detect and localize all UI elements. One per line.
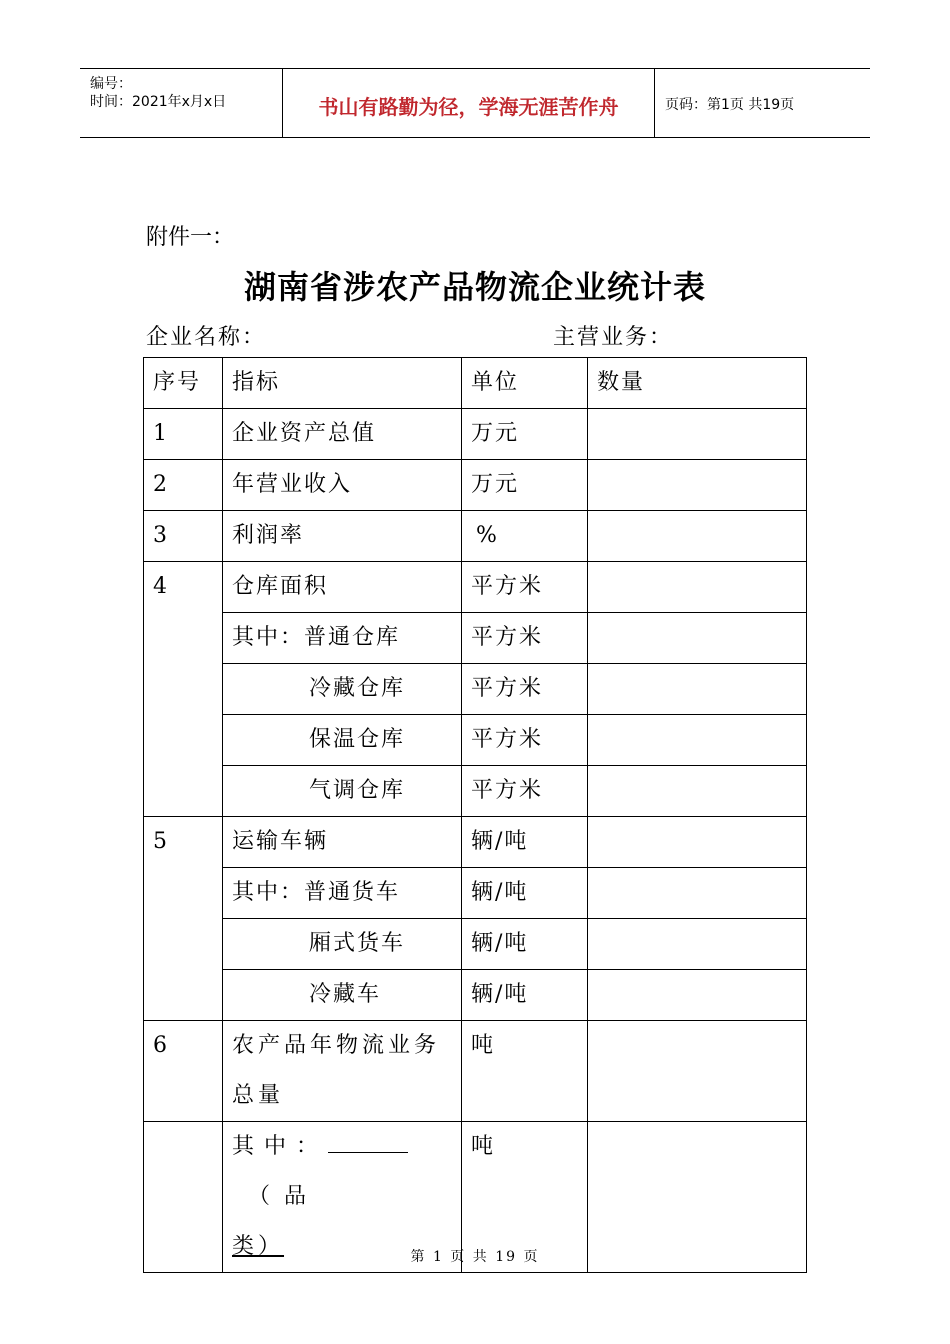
seq-cell: 2 [144, 460, 223, 511]
table-row [144, 766, 807, 817]
indicator-cell: 其中：普通仓库 [223, 613, 462, 664]
page-header [80, 68, 870, 138]
table-row [144, 664, 807, 715]
header-quantity: 数量 [588, 358, 807, 409]
table-header-row [144, 358, 807, 409]
header-motto-cell [283, 69, 655, 137]
indicator-cell: 利润率 [223, 511, 462, 562]
unit-cell: 平方米 [462, 562, 588, 613]
table-row [144, 511, 807, 562]
category-blank[interactable] [328, 1122, 408, 1153]
indicator-cell: 企业资产总值 [223, 409, 462, 460]
quantity-cell[interactable] [588, 766, 807, 817]
header-seq: 序号 [144, 358, 223, 409]
indicator-cell: 冷藏仓库 [223, 664, 462, 715]
indicator-prefix: 其中： [232, 1134, 329, 1159]
table-row [144, 919, 807, 970]
quantity-cell[interactable] [588, 613, 807, 664]
quantity-cell[interactable] [588, 511, 807, 562]
quantity-cell[interactable] [588, 562, 807, 613]
table-row [144, 460, 807, 511]
quantity-cell[interactable] [588, 715, 807, 766]
table-row [144, 817, 807, 868]
table-row [144, 409, 807, 460]
quantity-cell[interactable] [588, 868, 807, 919]
unit-cell: 辆/吨 [462, 970, 588, 1021]
seq-cell: 1 [144, 409, 223, 460]
header-indicator: 指标 [223, 358, 462, 409]
page-title: 湖南省涉农产品物流企业统计表 [243, 268, 706, 306]
page-footer: 第 1 页 共 19 页 [410, 1249, 540, 1265]
unit-cell: 辆/吨 [462, 868, 588, 919]
attachment-label: 附件一： [146, 225, 235, 250]
table-row [144, 613, 807, 664]
header-motto: 书山有路勤为径，学海无涯苦作舟 [318, 95, 619, 119]
header-page-info: 页码：第1页 共19页 [665, 97, 795, 113]
table-row [144, 868, 807, 919]
unit-cell: 万元 [462, 460, 588, 511]
indicator-suffix: （品 [248, 1184, 321, 1209]
indicator-line [232, 1122, 461, 1222]
indicator-cell: 冷藏车 [223, 970, 462, 1021]
indicator-cell: 其中：普通货车 [223, 868, 462, 919]
indicator-line: 总量 [232, 1083, 285, 1108]
seq-cell: 3 [144, 511, 223, 562]
seq-cell: 4 [144, 562, 223, 817]
header-page-cell [655, 69, 870, 137]
quantity-cell[interactable] [588, 1021, 807, 1122]
quantity-cell[interactable] [588, 409, 807, 460]
company-name-label: 企业名称： [146, 325, 267, 350]
unit-cell: % [462, 511, 588, 562]
unit-cell: 辆/吨 [462, 919, 588, 970]
table-row [144, 970, 807, 1021]
indicator-cell: 运输车辆 [223, 817, 462, 868]
unit-cell: 平方米 [462, 664, 588, 715]
quantity-cell[interactable] [588, 664, 807, 715]
unit-cell: 吨 [462, 1122, 588, 1273]
unit-cell: 平方米 [462, 766, 588, 817]
header-time: 时间：2021年x月x日 [90, 94, 227, 110]
unit-cell: 平方米 [462, 715, 588, 766]
indicator-cell: 气调仓库 [223, 766, 462, 817]
quantity-cell[interactable] [588, 460, 807, 511]
quantity-cell[interactable] [588, 919, 807, 970]
table-row [144, 562, 807, 613]
unit-cell: 辆/吨 [462, 817, 588, 868]
seq-cell: 5 [144, 817, 223, 1021]
indicator-cell: 厢式货车 [223, 919, 462, 970]
unit-cell: 平方米 [462, 613, 588, 664]
table-row [144, 1021, 807, 1122]
indicator-line: 农产品年物流业务 [232, 1033, 441, 1058]
unit-cell: 吨 [462, 1021, 588, 1122]
header-meta-cell [80, 69, 283, 137]
quantity-cell[interactable] [588, 817, 807, 868]
indicator-cell: 保温仓库 [223, 715, 462, 766]
seq-cell: 6 [144, 1021, 223, 1122]
indicator-cell: 仓库面积 [223, 562, 462, 613]
header-unit: 单位 [462, 358, 588, 409]
table-row [144, 715, 807, 766]
header-number: 编号： [90, 76, 132, 92]
indicator-cell [223, 1021, 462, 1122]
quantity-cell[interactable] [588, 970, 807, 1021]
main-business-label: 主营业务： [553, 325, 674, 350]
indicator-line: 类） [232, 1234, 285, 1259]
unit-cell: 万元 [462, 409, 588, 460]
indicator-cell: 年营业收入 [223, 460, 462, 511]
statistics-table [143, 357, 807, 1273]
